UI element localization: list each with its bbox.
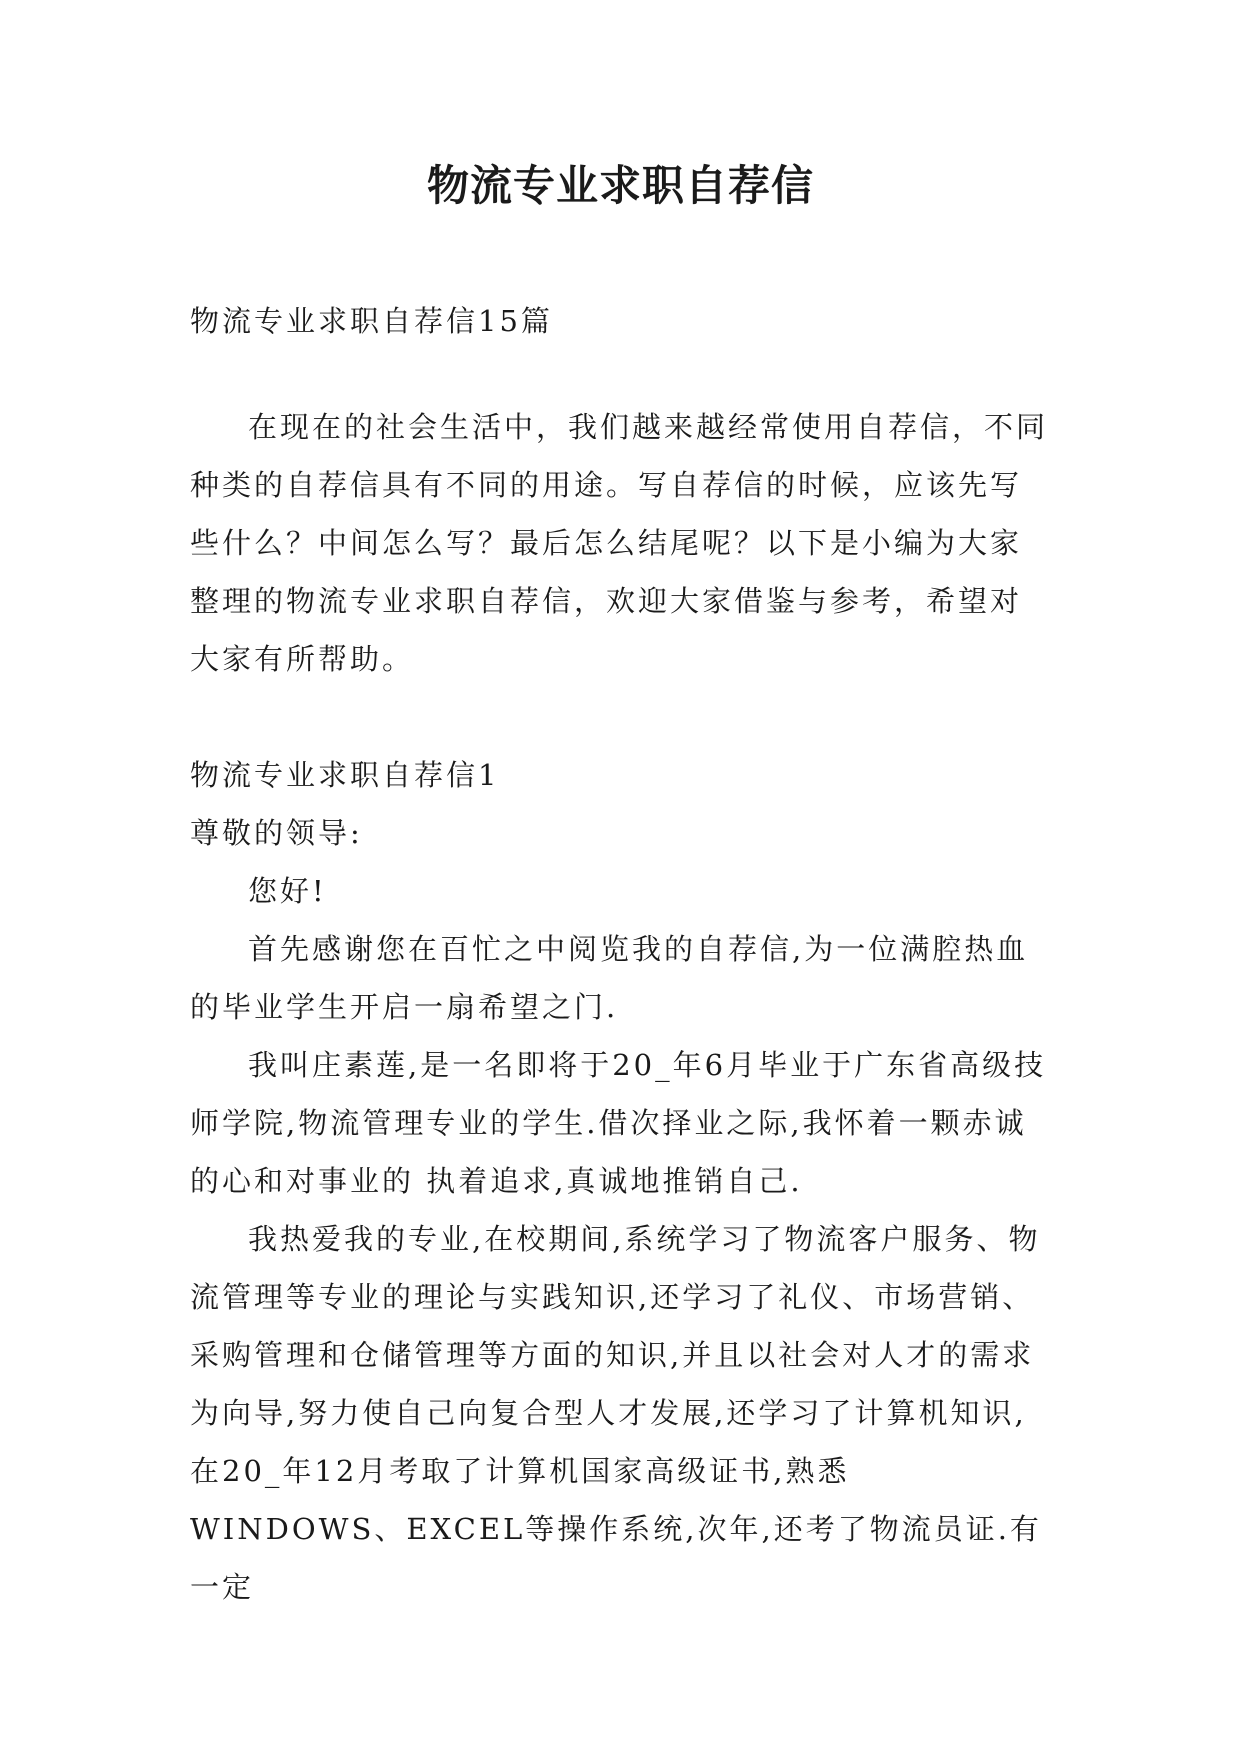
- body-paragraph: 我叫庄素莲,是一名即将于20_年6月毕业于广东省高级技师学院,物流管理专业的学生.借次择业之际,我怀着一颗赤诚的心和对事业的 执着追求,真诚地推销自己.: [190, 1048, 1047, 1198]
- document-title: 物流专业求职自荐信: [426, 161, 814, 210]
- intro-paragraph: 在现在的社会生活中，我们越来越经常使用自荐信，不同种类的自荐信具有不同的用途。写自荐信的时候，应该先写些什么？中间怎么写？最后怎么结尾呢？以下是小编为大家整理的物流专业求职自荐信，欢迎大家借鉴与参考，希望对大家有所帮助。: [190, 410, 1049, 676]
- salutation: 尊敬的领导:: [190, 816, 363, 850]
- body-paragraph: 我热爱我的专业,在校期间,系统学习了物流客户服务、物流管理等专业的理论与实践知识,还学习了礼仪、市场营销、采购管理和仓储管理等方面的知识,并且以社会对人才的需求为向导,努力使自己向复合型人才发展,还学习了计算机知识,在20_年12月考取了计算机国家高级证书,熟悉WINDOWS、EXCEL等操作系统,次年,还考了物流员证.有一定: [190, 1222, 1042, 1604]
- body-paragraph: 首先感谢您在百忙之中阅览我的自荐信,为一位满腔热血的毕业学生开启一扇希望之门.: [190, 932, 1029, 1024]
- letter-heading: 物流专业求职自荐信1: [190, 758, 500, 792]
- document-subtitle: 物流专业求职自荐信15篇: [190, 304, 553, 338]
- document-body: [190, 292, 1050, 1616]
- greeting: 您好!: [248, 874, 327, 908]
